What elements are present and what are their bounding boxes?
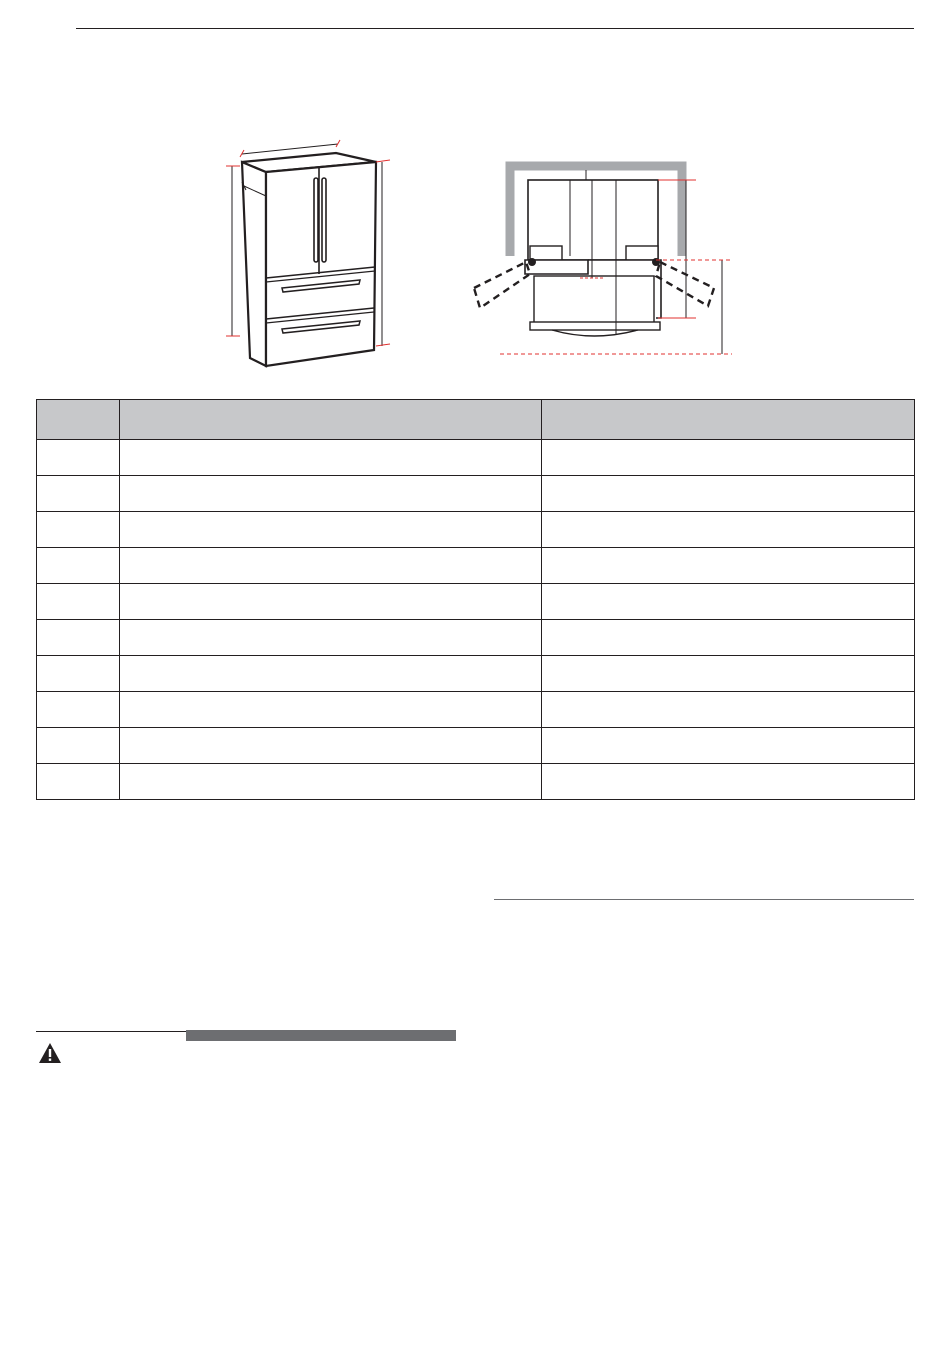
- table-cell: [542, 692, 915, 728]
- left-door-open: [474, 262, 530, 308]
- table-cell: [120, 512, 542, 548]
- table-cell: [120, 476, 542, 512]
- header-cell: [542, 400, 915, 440]
- section-divider-right: [494, 899, 914, 900]
- table-cell: [37, 476, 120, 512]
- table-cell: [37, 620, 120, 656]
- table-header-row: [37, 400, 915, 440]
- table-cell: [37, 512, 120, 548]
- fridge-front: [266, 162, 376, 366]
- table-cell: [37, 584, 120, 620]
- dimensions-table: [36, 399, 915, 800]
- table-cell: [120, 692, 542, 728]
- table-cell: [37, 656, 120, 692]
- table-cell: [120, 728, 542, 764]
- table-row: [37, 728, 915, 764]
- table-cell: [37, 764, 120, 800]
- table-row: [37, 440, 915, 476]
- header-rule: [76, 28, 914, 29]
- table-row: [37, 764, 915, 800]
- table-cell: [542, 656, 915, 692]
- table-row: [37, 512, 915, 548]
- table-cell: [37, 548, 120, 584]
- table-cell: [542, 728, 915, 764]
- table-cell: [120, 764, 542, 800]
- table-cell: [542, 584, 915, 620]
- table-cell: [542, 620, 915, 656]
- table-cell: [120, 440, 542, 476]
- right-door-open: [656, 262, 714, 306]
- header-cell: [37, 400, 120, 440]
- table-cell: [120, 584, 542, 620]
- refrigerator-dimensions-diagram: [218, 136, 394, 368]
- width-dimension: [242, 144, 338, 154]
- table-row: [37, 548, 915, 584]
- table-cell: [542, 764, 915, 800]
- table-cell: [120, 656, 542, 692]
- drawer-top-view: [534, 276, 654, 328]
- table-row: [37, 692, 915, 728]
- table-cell: [37, 692, 120, 728]
- table-cell: [120, 620, 542, 656]
- table-cell: [37, 440, 120, 476]
- warning-header-bar: [186, 1030, 456, 1041]
- table-cell: [542, 476, 915, 512]
- table-cell: [542, 512, 915, 548]
- table-row: [37, 584, 915, 620]
- table-cell: [542, 440, 915, 476]
- fridge-side-panel: [242, 162, 266, 366]
- table-cell: [542, 548, 915, 584]
- table-row: [37, 476, 915, 512]
- warning-triangle-icon: [38, 1042, 62, 1064]
- door-clearance-diagram: [470, 158, 736, 358]
- table-row: [37, 620, 915, 656]
- table-cell: [120, 548, 542, 584]
- table-row: [37, 656, 915, 692]
- section-divider-left: [36, 1031, 186, 1032]
- header-cell: [120, 400, 542, 440]
- table-cell: [37, 728, 120, 764]
